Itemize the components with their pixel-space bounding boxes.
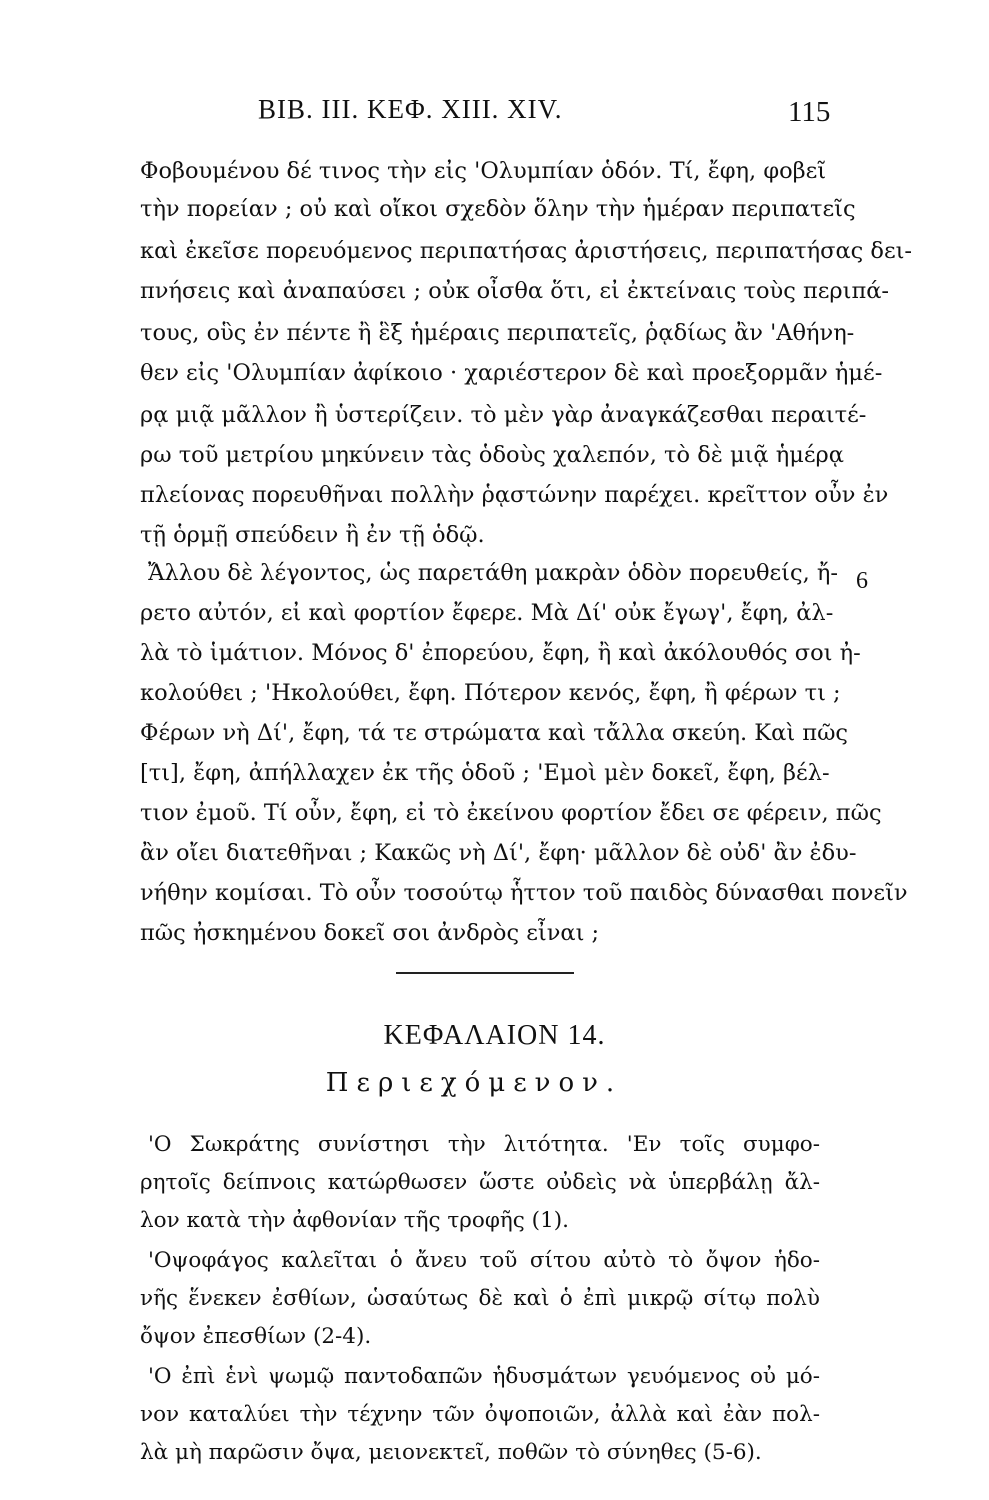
body-line: Ἄλλου δὲ λέγοντος, ὡς παρετάθη μακρὰν ὁδὸν πορευθείς, ἤ- [148,560,838,586]
body-line: ρετο αὐτόν, εἰ καὶ φορτίον ἔφερε. Μὰ Δί' οὐκ ἔγωγ', ἔφη, ἀλ- [140,600,834,626]
body-line: ρω τοῦ μετρίου μηκύνειν τὰς ὁδοὺς χαλεπόν, τὸ δὲ μιᾷ ἡμέρᾳ [140,442,844,468]
body-line: καὶ ἐκεῖσε πορευόμενος περιπατήσας ἀριστήσεις, περιπατήσας δει- [140,238,913,264]
body-line: τους, οὓς ἐν πέντε ἢ ἓξ ἡμέραις περιπατεῖς, ῥᾳδίως ἂν 'Αθήνη- [140,320,855,346]
running-header: ΒΙΒ. ΙΙΙ. ΚΕΦ. ΧΙΙΙ. ΧΙV. [258,94,563,124]
body-line: θεν εἰς 'Ολυμπίαν ἀφίκοιο · χαριέστερον δὲ καὶ προεξορμᾶν ἡμέ- [140,360,883,386]
summary-line: ὄψον ἐπεσθίων (2-4). [140,1324,372,1349]
body-line: νήθην κομίσαι. Τὸ οὖν τοσούτῳ ἧττον τοῦ παιδὸς δύνασθαι πονεῖν [140,880,908,906]
body-line: ρᾳ μιᾷ μᾶλλον ἢ ὑστερίζειν. τὸ μὲν γὰρ ἀναγκάζεσθαι περαιτέ- [140,402,867,428]
summary-line: λον κατὰ τὴν ἀφθονίαν τῆς τροφῆς (1). [140,1208,569,1233]
body-line: ἂν οἴει διατεθῆναι ; Κακῶς νὴ Δί', ἔφη· μᾶλλον δὲ οὐδ' ἂν ἐδυ- [140,840,857,866]
margin-section-number: 6 [856,568,868,594]
summary-line: 'Ο ἐπὶ ἑνὶ ψωμῷ παντοδαπῶν ἡδυσμάτων γευόμενος οὐ μό- [148,1364,820,1389]
body-line: λὰ τὸ ἱμάτιον. Μόνος δ' ἐπορεύου, ἔφη, ἢ καὶ ἀκόλουθός σοι ἠ- [140,640,861,666]
body-line: τῇ ὁρμῇ σπεύδειν ἢ ἐν τῇ ὁδῷ. [140,522,485,548]
body-line: κολούθει ; 'Ηκολούθει, ἔφη. Πότερον κενός, ἔφη, ἢ φέρων τι ; [140,680,841,706]
body-line: Φοβουμένου δέ τινος τὴν εἰς 'Ολυμπίαν ὁδόν. Τί, ἔφη, φοβεῖ [140,158,827,184]
body-line: πῶς ἠσκημένου δοκεῖ σοι ἀνδρὸς εἶναι ; [140,920,600,946]
chapter-subtitle: Περιεχόμενον. [325,1068,623,1098]
summary-line: 'Ο Σωκράτης συνίστησι τὴν λιτότητα. 'Εν τοῖς συμφο- [148,1132,820,1157]
body-line: τιον ἐμοῦ. Τί οὖν, ἔφη, εἰ τὸ ἐκείνου φορτίον ἔδει σε φέρειν, πῶς [140,800,882,826]
summary-line: 'Οψοφάγος καλεῖται ὁ ἄνευ τοῦ σίτου αὐτὸ τὸ ὄψον ἡδο- [148,1248,820,1273]
summary-line: νῆς ἕνεκεν ἐσθίων, ὡσαύτως δὲ καὶ ὁ ἐπὶ μικρῷ σίτῳ πολὺ [140,1286,820,1311]
body-line: [τι], ἔφη, ἀπήλλαχεν ἐκ τῆς ὁδοῦ ; 'Εμοὶ μὲν δοκεῖ, ἔφη, βέλ- [140,760,830,786]
body-line: πνήσεις καὶ ἀναπαύσει ; οὐκ οἶσθα ὅτι, εἰ ἐκτείναις τοὺς περιπά- [140,278,890,304]
page-number: 115 [788,96,831,128]
section-divider [396,972,574,974]
body-line: Φέρων νὴ Δί', ἔφη, τά τε στρώματα καὶ τἄλλα σκεύη. Καὶ πῶς [140,720,849,746]
summary-line: νον καταλύει τὴν τέχνην τῶν ὀψοποιῶν, ἀλλὰ καὶ ἐὰν πολ- [140,1402,820,1427]
body-line: πλείονας πορευθῆναι πολλὴν ῥᾳστώνην παρέχει. κρεῖττον οὖν ἐν [140,482,889,508]
chapter-title: ΚΕΦΑΛΑΙΟΝ 14. [383,1020,606,1051]
body-line: τὴν πορείαν ; οὐ καὶ οἴκοι σχεδὸν ὅλην τὴν ἡμέραν περιπατεῖς [140,196,856,222]
summary-line: ρητοῖς δείπνοις κατώρθωσεν ὥστε οὐδεὶς νὰ ὑπερβάλῃ ἄλ- [140,1170,820,1195]
summary-line: λὰ μὴ παρῶσιν ὄψα, μειονεκτεῖ, ποθῶν τὸ σύνηθες (5-6). [140,1440,762,1465]
